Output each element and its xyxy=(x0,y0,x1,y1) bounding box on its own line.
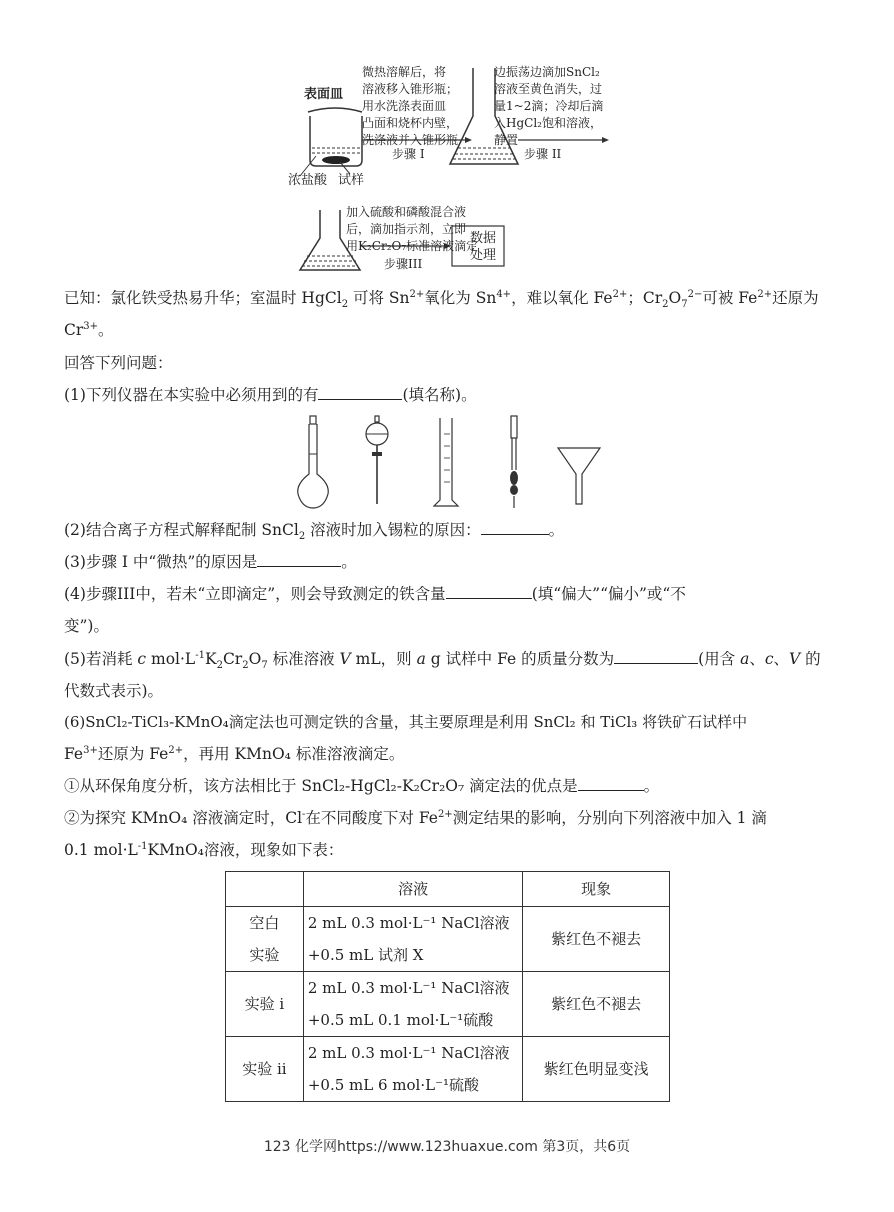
step2-text: 边振荡边滴加SnCl₂ 溶液至黄色消失，过 量1~2滴；冷却后滴 入HgCl₂饱和溶液， 静置 xyxy=(494,65,604,147)
question-2: (2)结合离子方程式解释配制 SnCl$_2$ 溶液时加入锡粒的原因： 。 xyxy=(64,521,565,543)
box-label: 数据 处理 xyxy=(469,231,496,263)
answer-intro: 回答下列问题： xyxy=(64,354,173,372)
question-4-cont: 变”)。 xyxy=(64,617,109,635)
beaker-icon xyxy=(300,108,362,176)
known-line-2: $Cr^{3+}$。 xyxy=(64,320,114,339)
table-header: 现象 xyxy=(523,872,670,907)
table-cell-solution: 2 mL 0.3 mol·L⁻¹ NaCl溶液 +0.5 mL 0.1 mol·L⁻¹硫酸 xyxy=(303,972,523,1037)
question-6-line-4: ②为探究 KMnO₄ 溶液滴定时，Cl-在不同酸度下对 $Fe^{2+}$测定结果的影响，分别向下列溶液中加入 1 滴 xyxy=(64,808,767,827)
question-4: (4)步骤III中，若未“立即滴定”，则会导致测定的铁含量 (填“偏大”“偏小”或“不 xyxy=(64,585,686,603)
table-row xyxy=(226,1037,670,1102)
instruments-figure xyxy=(290,414,610,514)
question-5-cont: 代数式表示)。 xyxy=(64,682,164,700)
volumetric-flask-icon xyxy=(298,416,329,508)
table-cell-solution: 2 mL 0.3 mol·L⁻¹ NaCl溶液 +0.5 mL 6 mol·L⁻¹硫酸 xyxy=(303,1037,523,1102)
table-cell-observation: 紫红色不褪去 xyxy=(523,972,670,1037)
question-6-line-5: 0.1 $mol\cdot L^{-1}KMnO_4$溶液，现象如下表： xyxy=(64,840,344,859)
label-sample: 试样 xyxy=(338,173,365,188)
label-acid: 浓盐酸 xyxy=(288,173,328,188)
table-cell-name: 实验 i xyxy=(226,972,304,1037)
step1-text: 微热溶解后，将 溶液移入锥形瓶； 用水洗涤表面皿 凸面和烧杯内壁， 洗涤液并入锥形瓶 xyxy=(362,65,459,147)
table-row xyxy=(226,972,670,1037)
burette-icon xyxy=(510,416,518,508)
question-5: (5)若消耗 c $mol\cdot L^{-1}K_2Cr_2O_7$ 标准溶液 V mL，则 a g 试样中 Fe 的质量分数为 (用含 a、c、V 的 xyxy=(64,649,821,672)
table-cell-name: 空白 实验 xyxy=(226,907,304,972)
table-header-row xyxy=(226,872,670,907)
step2-label: 步骤 II xyxy=(524,147,562,161)
table-row xyxy=(226,907,670,972)
table-cell-solution: 2 mL 0.3 mol·L⁻¹ NaCl溶液 +0.5 mL 试剂 X xyxy=(303,907,523,972)
step1-label: 步骤 I xyxy=(392,147,425,161)
separatory-funnel-icon xyxy=(366,416,388,504)
question-3: (3)步骤 I 中“微热”的原因是 。 xyxy=(64,553,357,571)
graduated-cylinder-icon xyxy=(434,418,458,506)
page-footer: 123 化学网https://www.123huaxue.com 第3页，共6页 xyxy=(263,1139,631,1155)
experiment-table xyxy=(225,871,670,1102)
table-cell-name: 实验 ii xyxy=(226,1037,304,1102)
table-cell-observation: 紫红色明显变浅 xyxy=(523,1037,670,1102)
funnel-icon xyxy=(558,448,600,504)
question-6-line-3: ①从环保角度分析，该方法相比于 SnCl₂-HgCl₂-K₂Cr₂O₇ 滴定法的优点是 。 xyxy=(64,777,660,795)
table-header xyxy=(226,872,304,907)
step3-text: 加入硫酸和磷酸混合液 后，滴加指示剂，立即 用K₂Cr₂O₇标准溶液滴定 xyxy=(346,205,479,253)
table-header: 溶液 xyxy=(303,872,523,907)
known-line-1: 已知：氯化铁受热易升华；室温时 HgCl$_2$ 可将 $Sn^{2+}$氧化为 $Sn^{4+}$，难以氧化 $Fe^{2+}$；$Cr_2O_7^{2-}$可被 $Fe^{2+}$还原为 xyxy=(64,288,819,311)
question-6-line-2: $Fe^{3+}$还原为 $Fe^{2+}$，再用 KMnO₄ 标准溶液滴定。 xyxy=(64,744,405,763)
table-cell-observation: 紫红色不褪去 xyxy=(523,907,670,972)
step3-label: 步骤III xyxy=(384,257,423,271)
label-dish: 表面皿 xyxy=(304,87,344,102)
question-6-line-1: (6)SnCl₂-TiCl₃-KMnO₄滴定法也可测定铁的含量，其主要原理是利用 SnCl₂ 和 TiCl₃ 将铁矿石试样中 xyxy=(64,713,748,731)
question-1: (1)下列仪器在本实验中必须用到的有 (填名称)。 xyxy=(64,386,477,404)
